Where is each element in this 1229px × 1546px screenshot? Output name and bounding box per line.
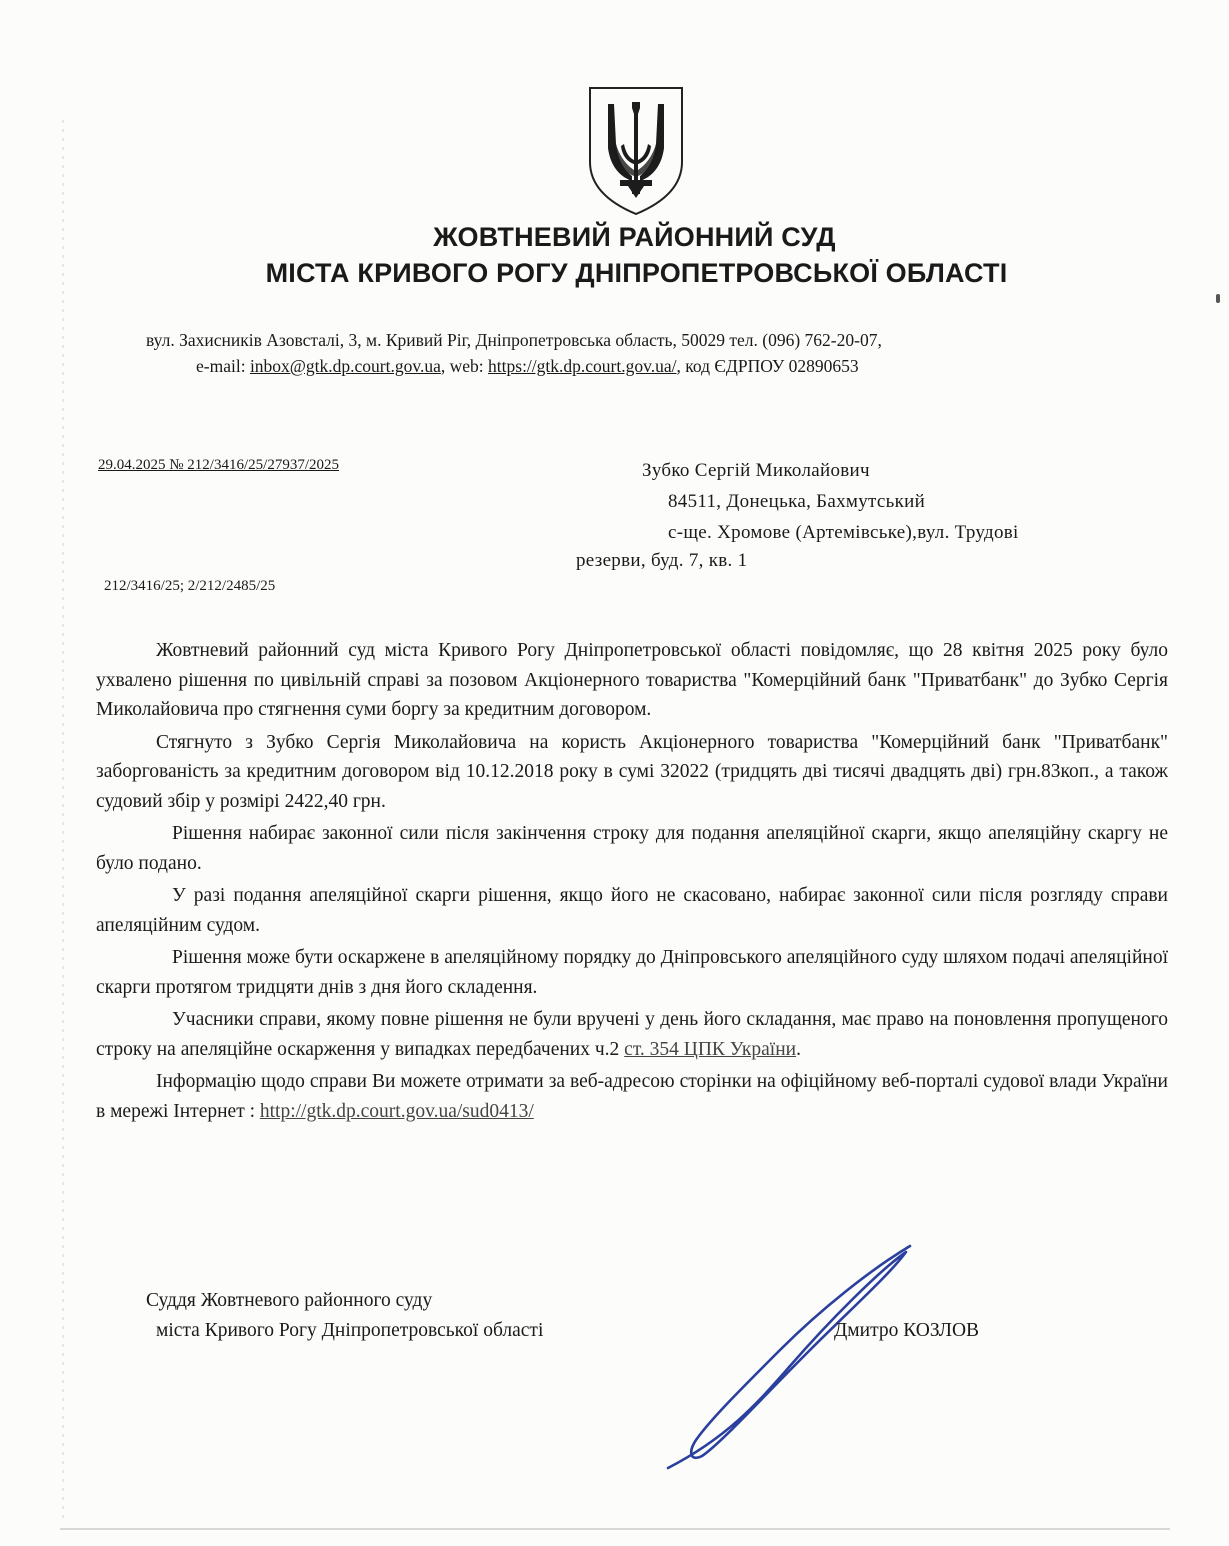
paragraph-renewal xyxy=(96,1005,1168,1064)
paragraph-legal-force: Рішення набирає законної сили після закінчення строку для подання апеляційної скарги, якщо апеляційну скаргу не було подано. xyxy=(96,823,1168,874)
judge-name: Дмитро КОЗЛОВ xyxy=(834,1320,980,1341)
letter-body xyxy=(96,636,1168,1129)
recipient-address-line4: резерви, буд. 7, кв. 1 xyxy=(576,550,748,571)
renewal-text: Учасники справи, якому повне рішення не були вручені у день його складання, має право на поновлення пропущеного строку на апеляційне оскарження у випадках передбачених ч.2 xyxy=(96,1009,1168,1060)
paragraph-appeal-effect: У разі подання апеляційної скарги рішення, якщо його не скасовано, набирає законної сили після розгляду справи апеляційним судом. xyxy=(96,885,1168,936)
scan-edge-bottom xyxy=(60,1528,1170,1530)
outgoing-date-number: 29.04.2025 № 212/3416/25/27937/2025 xyxy=(98,457,339,473)
info-text: Інформацію щодо справи Ви можете отримати за веб-адресою сторінки на офіційному веб-порталі судової влади України в мережі Інтернет : xyxy=(96,1071,1168,1122)
court-portal-link[interactable]: http://gtk.dp.court.gov.ua/sud0413/ xyxy=(259,1100,534,1122)
case-numbers: 212/3416/25; 2/212/2485/25 xyxy=(104,578,276,594)
judge-title-line1: Суддя Жовтневого районного суду xyxy=(146,1290,433,1311)
court-address: вул. Захисників Азовсталі, 3, м. Кривий Ріг, Дніпропетровська область, 50029 тел. (096) 762-20-07, xyxy=(146,330,882,350)
court-name-line2: МІСТА КРИВОГО РОГУ ДНІПРОПЕТРОВСЬКОЇ ОБЛАСТІ xyxy=(265,258,1008,288)
web-label: , web: xyxy=(440,356,489,376)
court-contacts xyxy=(196,356,859,377)
renewal-end: . xyxy=(796,1038,801,1060)
court-name-line1: ЖОВТНЕВИЙ РАЙОННИЙ СУД xyxy=(433,222,836,252)
email-label: e-mail: xyxy=(196,356,250,376)
web-link[interactable]: https://gtk.dp.court.gov.ua/ xyxy=(488,356,677,376)
law-article-link[interactable]: ст. 354 ЦПК України xyxy=(624,1038,797,1060)
paragraph-decision: Жовтневий районний суд міста Кривого Рогу Дніпропетровської області повідомляє, що 28 квітня 2025 року було ухвалено рішення по цивільній справі за позовом Акціонерного товариства "Комерційний банк "Приватбанк" до Зубко Сергія Миколайовича про стягнення суми боргу за кредитним договором. xyxy=(96,640,1168,720)
scan-edge-left xyxy=(62,120,64,1520)
paragraph-appeal-procedure: Рішення може бути оскаржене в апеляційному порядку до Дніпровського апеляційного суду шляхом подачі апеляційної скарги протягом тридцяти днів з дня його складення. xyxy=(96,947,1168,998)
recipient-address-line3: с-ще. Хромове (Артемівське),вул. Трудові xyxy=(668,522,1019,543)
handwritten-signature xyxy=(660,1240,920,1470)
judge-title-line2: міста Кривого Рогу Дніпропетровської області xyxy=(156,1320,544,1341)
recipient-name: Зубко Сергій Миколайович xyxy=(642,460,870,481)
recipient-address-line2: 84511, Донецька, Бахмутський xyxy=(668,491,926,512)
edrpou-code: , код ЄДРПОУ 02890653 xyxy=(676,356,859,376)
trident-coat-of-arms-icon xyxy=(586,84,686,216)
email-link[interactable]: inbox@gtk.dp.court.gov.ua xyxy=(249,356,441,376)
scan-speck xyxy=(1216,294,1220,303)
paragraph-info xyxy=(96,1067,1168,1126)
paragraph-recovery: Стягнуто з Зубко Сергія Миколайовича на користь Акціонерного товариства "Комерційний банк "Приватбанк" заборгованість за кредитним договором від 10.12.2018 року в сумі 32022 (тридцять дві тисячі двадцять дві) грн.83коп., а також судовий збір у розмірі 2422,40 грн. xyxy=(96,731,1168,812)
